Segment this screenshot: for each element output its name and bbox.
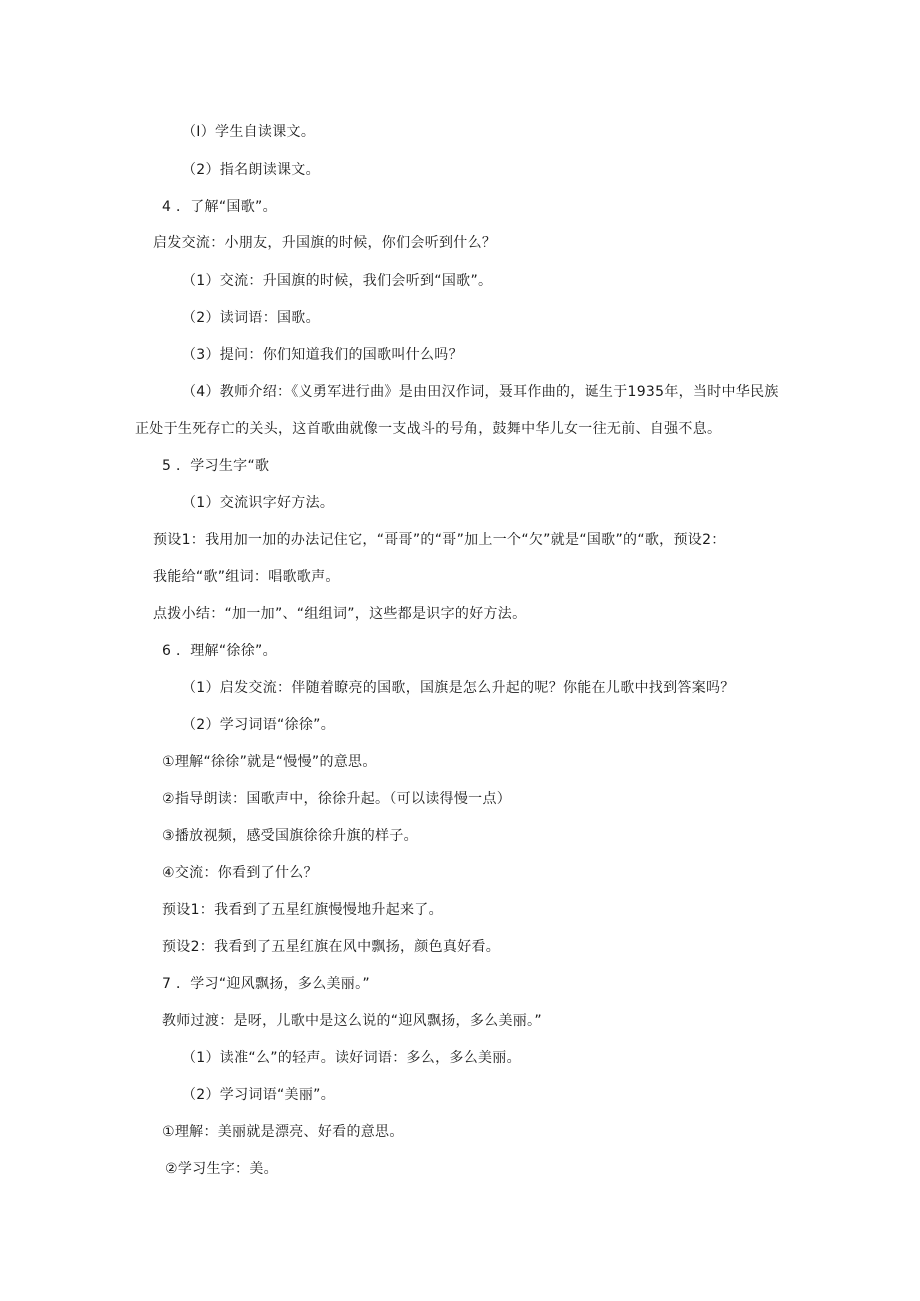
text-line: （I）学生自读课文。 [182,124,316,140]
text-line: 预设1：我看到了五星红旗慢慢地升起来了。 [162,902,443,918]
text-line: 预设1：我用加一加的办法记住它，“哥哥”的“哥”加上一个“欠”就是“国歌”的“歌，预设2： [153,532,726,548]
text-line: （4）教师介绍：《义勇军进行曲》是由田汉作词，聂耳作曲的，诞生于1935年，当时中华民族 [182,384,779,400]
text-line: （2）指名朗读课文。 [182,162,320,178]
text-line: （2）学习词语“美丽”。 [182,1087,336,1103]
text-line: ④交流：你看到了什么？ [162,865,318,881]
text-line: 点拨小结：“加一加”、“组组词”，这些都是识字的好方法。 [153,606,527,622]
section-heading: 7 ．学习“迎风飘扬，多么美丽。” [162,976,370,992]
text-line: （1）启发交流：伴随着瞭亮的国歌，国旗是怎么升起的呢？你能在儿歌中找到答案吗？ [182,680,735,696]
text-line: 教师过渡：是呀，儿歌中是这么说的“迎风飘扬，多么美丽。” [162,1013,542,1029]
text-line: ②指导朗读：国歌声中，徐徐升起。（可以读得慢一点） [162,791,512,807]
text-line: （2）读词语：国歌。 [182,310,320,326]
text-line: 预设2：我看到了五星红旗在风中飘扬，颜色真好看。 [162,939,501,955]
text-line: ②学习生字：美。 [165,1161,278,1177]
text-line: ①理解“徐徐”就是“慢慢”的意思。 [162,754,377,770]
text-line: （1）交流识字好方法。 [182,495,335,511]
text-line: ③播放视频，感受国旗徐徐升旗的样子。 [162,828,418,844]
text-line: （1）读准“么”的轻声。读好词语：多么，多么美丽。 [182,1050,521,1066]
text-line: 我能给“歌”组词：唱歌歌声。 [153,569,340,585]
text-line: （1）交流：升国旗的时候，我们会听到“国歌”。 [182,273,493,289]
text-line: ①理解：美丽就是漂亮、好看的意思。 [162,1124,404,1140]
section-heading: 4 ．了解“国歌”。 [162,199,277,215]
section-heading: 5 ．学习生字“歌 [162,458,270,474]
text-line: （2）学习词语“徐徐”。 [182,717,336,733]
text-line: 正处于生死存亡的关头，这首歌曲就像一支战斗的号角，鼓舞中华儿女一往无前、自强不息。 [135,421,722,437]
text-line: 启发交流：小朋友，升国旗的时候，你们会听到什么？ [153,235,497,251]
text-line: （3）提问：你们知道我们的国歌叫什么吗？ [182,347,463,363]
section-heading: 6 ．理解“徐徐”。 [162,643,277,659]
